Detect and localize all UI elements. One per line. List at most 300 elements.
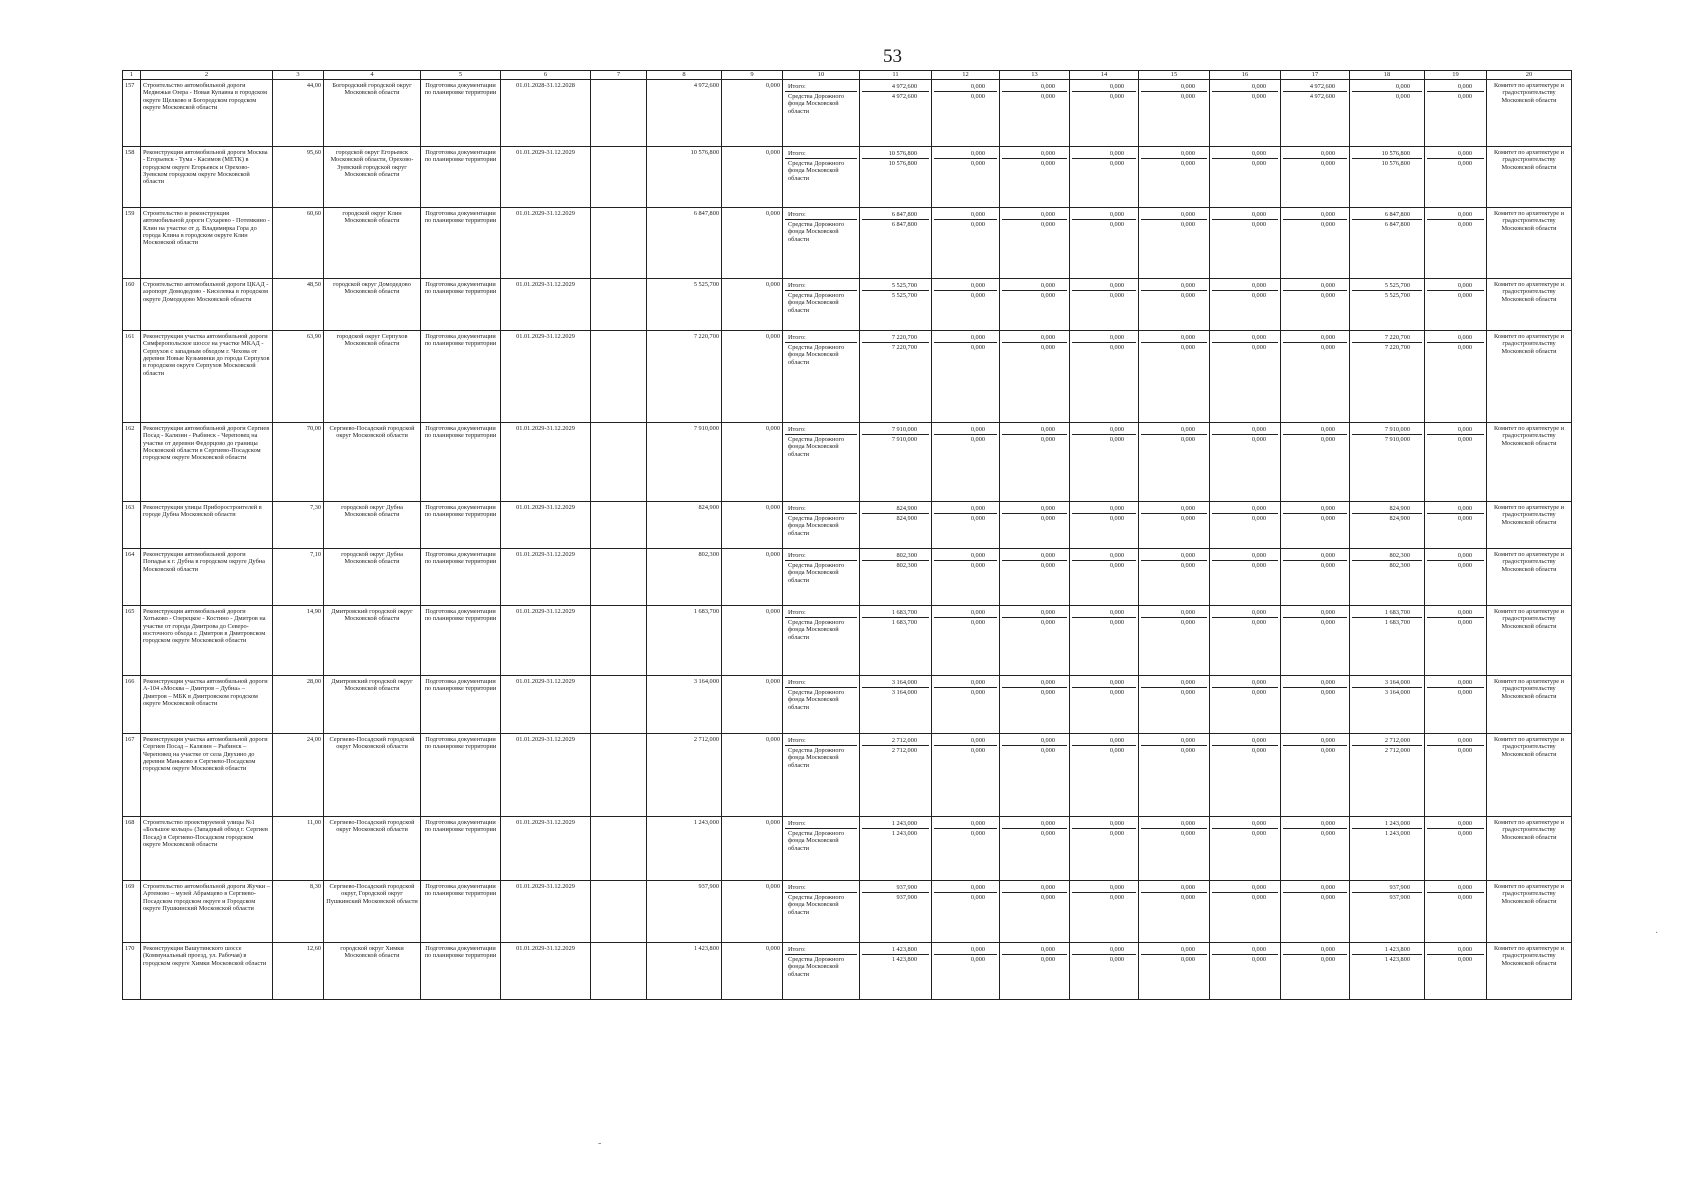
amount-fund: 0,000: [1320, 561, 1335, 569]
amount-col-14: [1070, 278, 1139, 330]
road-length: 70,00: [273, 422, 324, 501]
amount-total: 824,900: [1352, 504, 1422, 514]
column-number-header: 3: [273, 71, 324, 80]
amount-col-19: [1425, 207, 1487, 278]
amount-total: 0,000: [934, 333, 997, 343]
amount-col-18: [1350, 942, 1425, 999]
empty-cell: [591, 880, 647, 942]
amount-fund: 0,000: [1040, 561, 1055, 569]
amount-fund: 1 243,000: [1384, 829, 1410, 837]
amount-total: 0,000: [1141, 149, 1207, 159]
amount-total: 7 220,700: [1352, 333, 1422, 343]
table-row: [123, 548, 1572, 605]
amount-col-18: [1350, 278, 1425, 330]
location: городской округ Егорьевск Московской области, Орехово-Зуевский городской округ Московской области: [324, 146, 421, 207]
amount-fund: 0,000: [1457, 893, 1472, 901]
location: Сергиево-Посадский городской округ Московской области: [324, 816, 421, 880]
amount-fund: 0,000: [1180, 688, 1195, 696]
amount-total: 0,000: [1072, 210, 1136, 220]
work-stage: Подготовка документации по планировке территории: [421, 79, 501, 146]
location: городской округ Дубна Московской области: [324, 501, 421, 548]
amount-total: 0,000: [1283, 819, 1347, 829]
amount-col-18: [1350, 816, 1425, 880]
road-length: 48,50: [273, 278, 324, 330]
amount-total: 0,000: [1427, 82, 1484, 92]
work-stage: Подготовка документации по планировке территории: [421, 278, 501, 330]
amount-col-11: [860, 330, 932, 422]
amount-fund: 802,300: [1389, 561, 1410, 569]
amount-total: 0,000: [1283, 608, 1347, 618]
work-period: 01.01.2029-31.12.2029: [501, 942, 591, 999]
amount-total: 0,000: [1212, 281, 1278, 291]
amount-col-18: [1350, 330, 1425, 422]
amount-col-13: [1000, 816, 1070, 880]
amount-total: 6 847,800: [1352, 210, 1422, 220]
financing-source: [783, 816, 860, 880]
amount-col-16: [1210, 207, 1281, 278]
road-length: 63,90: [273, 330, 324, 422]
customer: Комитет по архитектуре и градостроительству Московской области: [1487, 79, 1572, 146]
amount-fund: 7 910,000: [891, 435, 917, 443]
amount-total: 2 712,000: [862, 736, 929, 746]
amount-col-13: [1000, 880, 1070, 942]
amount-fund: 0,000: [1251, 829, 1266, 837]
source-total-label: Итого:: [785, 210, 857, 220]
amount-fund: 10 576,800: [888, 159, 917, 167]
empty-cell: [591, 330, 647, 422]
completed-cost: 0,000: [722, 422, 783, 501]
amount-col-16: [1210, 501, 1281, 548]
column-number-header: 11: [860, 71, 932, 80]
amount-col-13: [1000, 207, 1070, 278]
amount-fund: 0,000: [1457, 618, 1472, 626]
amount-col-17: [1281, 605, 1350, 675]
amount-total: 7 910,000: [862, 425, 929, 435]
amount-col-18: [1350, 422, 1425, 501]
row-number: 157: [123, 79, 141, 146]
amount-total: 1 243,000: [862, 819, 929, 829]
column-number-header: 4: [324, 71, 421, 80]
source-total-label: Итого:: [785, 678, 857, 688]
amount-fund: 0,000: [1180, 829, 1195, 837]
work-stage: Подготовка документации по планировке территории: [421, 942, 501, 999]
investment-table: [122, 70, 1572, 1000]
amount-total: 0,000: [1283, 678, 1347, 688]
table-row: [123, 278, 1572, 330]
amount-fund: 0,000: [1251, 955, 1266, 963]
source-fund-label: Средства Дорожного фонда Московской области: [788, 618, 845, 641]
amount-total: 0,000: [1283, 736, 1347, 746]
amount-fund: 0,000: [1109, 688, 1124, 696]
amount-total: 0,000: [934, 608, 997, 618]
financing-source: [783, 675, 860, 733]
amount-col-13: [1000, 942, 1070, 999]
amount-total: 0,000: [1141, 608, 1207, 618]
amount-fund: 0,000: [1457, 343, 1472, 351]
amount-fund: 0,000: [970, 618, 985, 626]
amount-fund: 0,000: [1320, 220, 1335, 228]
amount-col-18: [1350, 548, 1425, 605]
amount-fund: 0,000: [970, 955, 985, 963]
location: Богородский городской округ Московской области: [324, 79, 421, 146]
source-fund-label: Средства Дорожного фонда Московской области: [788, 955, 845, 978]
amount-col-14: [1070, 501, 1139, 548]
amount-total: 0,000: [1141, 504, 1207, 514]
amount-fund: 0,000: [1457, 92, 1472, 100]
completed-cost: 0,000: [722, 278, 783, 330]
table-row: [123, 942, 1572, 999]
work-stage: Подготовка документации по планировке территории: [421, 675, 501, 733]
amount-total: 0,000: [1212, 608, 1278, 618]
work-period: 01.01.2029-31.12.2029: [501, 605, 591, 675]
amount-fund: 0,000: [1180, 435, 1195, 443]
amount-fund: 1 423,800: [1384, 955, 1410, 963]
total-cost: 824,900: [647, 501, 722, 548]
amount-total: 1 683,700: [1352, 608, 1422, 618]
amount-total: 937,900: [1352, 883, 1422, 893]
amount-col-13: [1000, 330, 1070, 422]
amount-fund: 5 525,700: [1384, 291, 1410, 299]
amount-col-14: [1070, 880, 1139, 942]
amount-total: 0,000: [1212, 736, 1278, 746]
location: Сергиево-Посадский городской округ Московской области: [324, 733, 421, 816]
customer: Комитет по архитектуре и градостроительству Московской области: [1487, 942, 1572, 999]
amount-total: 0,000: [1141, 551, 1207, 561]
row-number: 167: [123, 733, 141, 816]
object-name: Строительство автомобильной дороги ЦКАД - аэропорт Домодедово - Киселевка в городском округе Домодедово Московской области: [141, 278, 273, 330]
column-number-header: 7: [591, 71, 647, 80]
amount-col-16: [1210, 675, 1281, 733]
amount-total: 0,000: [1002, 210, 1067, 220]
scan-mark: -: [598, 1138, 602, 1149]
amount-fund: 0,000: [1251, 435, 1266, 443]
amount-fund: 0,000: [1040, 92, 1055, 100]
amount-total: 0,000: [1072, 425, 1136, 435]
empty-cell: [591, 816, 647, 880]
completed-cost: 0,000: [722, 942, 783, 999]
amount-col-11: [860, 146, 932, 207]
amount-col-15: [1139, 733, 1210, 816]
amount-total: 0,000: [1212, 149, 1278, 159]
amount-fund: 0,000: [1040, 893, 1055, 901]
amount-total: 0,000: [1002, 883, 1067, 893]
amount-total: 0,000: [1212, 945, 1278, 955]
amount-col-15: [1139, 330, 1210, 422]
work-period: 01.01.2029-31.12.2029: [501, 207, 591, 278]
row-number: 158: [123, 146, 141, 207]
amount-col-18: [1350, 733, 1425, 816]
table-row: [123, 880, 1572, 942]
amount-total: 0,000: [1427, 736, 1484, 746]
column-number-header: 16: [1210, 71, 1281, 80]
object-name: Реконструкция участка автомобильной дороги А-104 «Москва – Дмитров – Дубна» – Дмитров – МБК в Дмитровском городском округе Московской области: [141, 675, 273, 733]
amount-col-17: [1281, 79, 1350, 146]
amount-fund: 0,000: [1251, 291, 1266, 299]
table-row: [123, 501, 1572, 548]
amount-total: 0,000: [934, 82, 997, 92]
amount-total: 0,000: [1427, 281, 1484, 291]
amount-total: 0,000: [1141, 210, 1207, 220]
total-cost: 10 576,800: [647, 146, 722, 207]
amount-fund: 0,000: [1457, 829, 1472, 837]
column-number-row: [123, 71, 1572, 80]
source-fund-label: Средства Дорожного фонда Московской области: [788, 343, 845, 366]
financing-source: [783, 880, 860, 942]
amount-total: 0,000: [1427, 504, 1484, 514]
amount-total: 3 164,000: [862, 678, 929, 688]
amount-fund: 0,000: [1180, 955, 1195, 963]
amount-col-11: [860, 422, 932, 501]
work-period: 01.01.2029-31.12.2029: [501, 278, 591, 330]
amount-fund: 0,000: [1251, 220, 1266, 228]
road-length: 60,60: [273, 207, 324, 278]
empty-cell: [591, 548, 647, 605]
table-row: [123, 605, 1572, 675]
amount-total: 0,000: [1072, 149, 1136, 159]
amount-total: 0,000: [1002, 551, 1067, 561]
row-number: 165: [123, 605, 141, 675]
amount-col-14: [1070, 79, 1139, 146]
empty-cell: [591, 942, 647, 999]
amount-col-19: [1425, 548, 1487, 605]
empty-cell: [591, 501, 647, 548]
amount-total: 0,000: [1141, 819, 1207, 829]
amount-fund: 0,000: [970, 514, 985, 522]
row-number: 169: [123, 880, 141, 942]
row-number: 168: [123, 816, 141, 880]
amount-fund: 0,000: [1457, 955, 1472, 963]
amount-fund: 0,000: [1180, 343, 1195, 351]
amount-total: 802,300: [862, 551, 929, 561]
amount-total: 937,900: [862, 883, 929, 893]
completed-cost: 0,000: [722, 330, 783, 422]
work-period: 01.01.2029-31.12.2029: [501, 330, 591, 422]
road-length: 8,30: [273, 880, 324, 942]
amount-total: 0,000: [1427, 608, 1484, 618]
amount-fund: 0,000: [1040, 618, 1055, 626]
amount-fund: 0,000: [1251, 746, 1266, 754]
page-number: 53: [883, 46, 902, 67]
amount-col-11: [860, 733, 932, 816]
amount-total: 10 576,800: [862, 149, 929, 159]
amount-fund: 0,000: [1040, 435, 1055, 443]
amount-col-19: [1425, 146, 1487, 207]
amount-total: 0,000: [1072, 281, 1136, 291]
table-row: [123, 422, 1572, 501]
location: городской округ Дубна Московской области: [324, 548, 421, 605]
amount-col-17: [1281, 207, 1350, 278]
amount-total: 0,000: [1283, 551, 1347, 561]
amount-fund: 0,000: [1251, 92, 1266, 100]
amount-fund: 0,000: [1109, 893, 1124, 901]
amount-fund: 7 910,000: [1384, 435, 1410, 443]
amount-fund: 0,000: [1457, 561, 1472, 569]
total-cost: 1 683,700: [647, 605, 722, 675]
source-fund-label: Средства Дорожного фонда Московской области: [788, 435, 845, 458]
amount-fund: 0,000: [1109, 291, 1124, 299]
column-number-header: 12: [932, 71, 1000, 80]
amount-fund: 0,000: [1320, 343, 1335, 351]
source-fund-label: Средства Дорожного фонда Московской области: [788, 92, 845, 115]
amount-col-19: [1425, 675, 1487, 733]
empty-cell: [591, 675, 647, 733]
amount-col-13: [1000, 548, 1070, 605]
amount-col-19: [1425, 330, 1487, 422]
amount-total: 0,000: [1002, 281, 1067, 291]
road-length: 44,00: [273, 79, 324, 146]
source-fund-label: Средства Дорожного фонда Московской области: [788, 746, 845, 769]
amount-fund: 0,000: [1457, 514, 1472, 522]
amount-fund: 6 847,800: [891, 220, 917, 228]
location: городской округ Домодедово Московской области: [324, 278, 421, 330]
amount-col-16: [1210, 942, 1281, 999]
amount-fund: 0,000: [1109, 159, 1124, 167]
amount-total: 0,000: [934, 149, 997, 159]
work-stage: Подготовка документации по планировке территории: [421, 146, 501, 207]
amount-col-16: [1210, 733, 1281, 816]
financing-source: [783, 548, 860, 605]
amount-col-12: [932, 330, 1000, 422]
amount-total: 0,000: [1141, 333, 1207, 343]
amount-total: 0,000: [1072, 678, 1136, 688]
amount-total: 0,000: [1072, 883, 1136, 893]
amount-total: 0,000: [1427, 333, 1484, 343]
amount-total: 2 712,000: [1352, 736, 1422, 746]
amount-total: 0,000: [1072, 82, 1136, 92]
amount-col-17: [1281, 330, 1350, 422]
amount-col-12: [932, 146, 1000, 207]
amount-col-18: [1350, 207, 1425, 278]
amount-col-18: [1350, 79, 1425, 146]
amount-total: 0,000: [1427, 819, 1484, 829]
amount-col-17: [1281, 501, 1350, 548]
total-cost: 6 847,800: [647, 207, 722, 278]
amount-col-15: [1139, 548, 1210, 605]
amount-col-15: [1139, 816, 1210, 880]
amount-total: 0,000: [934, 736, 997, 746]
amount-total: 4 972,600: [862, 82, 929, 92]
column-number-header: 19: [1425, 71, 1487, 80]
amount-total: 824,900: [862, 504, 929, 514]
amount-col-11: [860, 605, 932, 675]
financing-source: [783, 79, 860, 146]
amount-col-16: [1210, 605, 1281, 675]
amount-total: 1 423,800: [1352, 945, 1422, 955]
work-period: 01.01.2029-31.12.2029: [501, 733, 591, 816]
amount-col-12: [932, 501, 1000, 548]
amount-col-18: [1350, 501, 1425, 548]
work-stage: Подготовка документации по планировке территории: [421, 207, 501, 278]
customer: Комитет по архитектуре и градостроительству Московской области: [1487, 330, 1572, 422]
column-number-header: 6: [501, 71, 591, 80]
amount-fund: 0,000: [1180, 893, 1195, 901]
amount-col-14: [1070, 942, 1139, 999]
amount-fund: 0,000: [1109, 514, 1124, 522]
amount-total: 0,000: [1212, 210, 1278, 220]
amount-fund: 0,000: [1320, 159, 1335, 167]
work-stage: Подготовка документации по планировке территории: [421, 880, 501, 942]
source-fund-label: Средства Дорожного фонда Московской области: [788, 688, 845, 711]
amount-fund: 937,900: [1389, 893, 1410, 901]
completed-cost: 0,000: [722, 79, 783, 146]
amount-fund: 0,000: [1180, 92, 1195, 100]
object-name: Реконструкция автомобильной дороги Хотьково - Озерецкое - Костино - Дмитров на участке от города Дмитрова до Северо-восточного обхода г. Дмитров в Дмитровском городском округе Московской области: [141, 605, 273, 675]
location: Дмитровский городской округ Московской области: [324, 605, 421, 675]
road-length: 95,60: [273, 146, 324, 207]
column-number-header: 5: [421, 71, 501, 80]
amount-col-14: [1070, 207, 1139, 278]
source-fund-label: Средства Дорожного фонда Московской области: [788, 514, 845, 537]
completed-cost: 0,000: [722, 548, 783, 605]
amount-col-15: [1139, 880, 1210, 942]
amount-col-12: [932, 548, 1000, 605]
amount-total: 0,000: [1002, 425, 1067, 435]
amount-total: 0,000: [1141, 82, 1207, 92]
amount-total: 0,000: [1212, 819, 1278, 829]
amount-fund: 0,000: [970, 688, 985, 696]
amount-fund: 0,000: [1180, 618, 1195, 626]
customer: Комитет по архитектуре и градостроительству Московской области: [1487, 501, 1572, 548]
work-period: 01.01.2029-31.12.2029: [501, 816, 591, 880]
amount-total: 0,000: [1283, 945, 1347, 955]
amount-total: 7 910,000: [1352, 425, 1422, 435]
amount-fund: 824,900: [896, 514, 917, 522]
amount-col-19: [1425, 605, 1487, 675]
amount-fund: 0,000: [970, 343, 985, 351]
amount-total: 6 847,800: [862, 210, 929, 220]
amount-col-13: [1000, 675, 1070, 733]
table-row: [123, 207, 1572, 278]
amount-fund: 0,000: [1109, 561, 1124, 569]
source-total-label: Итого:: [785, 333, 857, 343]
object-name: Реконструкция автомобильной дороги Попадья к г. Дубна в городском округе Дубна Московской области: [141, 548, 273, 605]
amount-total: 0,000: [1002, 736, 1067, 746]
amount-col-16: [1210, 146, 1281, 207]
amount-fund: 0,000: [1040, 688, 1055, 696]
total-cost: 7 910,000: [647, 422, 722, 501]
source-total-label: Итого:: [785, 608, 857, 618]
amount-col-19: [1425, 942, 1487, 999]
amount-col-17: [1281, 548, 1350, 605]
completed-cost: 0,000: [722, 816, 783, 880]
amount-col-17: [1281, 816, 1350, 880]
amount-col-19: [1425, 79, 1487, 146]
source-total-label: Итого:: [785, 504, 857, 514]
amount-total: 0,000: [1212, 333, 1278, 343]
work-period: 01.01.2029-31.12.2029: [501, 146, 591, 207]
amount-col-12: [932, 675, 1000, 733]
customer: Комитет по архитектуре и градостроительству Московской области: [1487, 675, 1572, 733]
amount-col-17: [1281, 422, 1350, 501]
amount-fund: 3 164,000: [1384, 688, 1410, 696]
amount-col-15: [1139, 605, 1210, 675]
road-length: 14,90: [273, 605, 324, 675]
amount-fund: 0,000: [1320, 514, 1335, 522]
amount-total: 0,000: [1212, 551, 1278, 561]
amount-col-11: [860, 278, 932, 330]
amount-fund: 0,000: [1320, 746, 1335, 754]
amount-fund: 0,000: [1320, 618, 1335, 626]
amount-col-19: [1425, 278, 1487, 330]
amount-col-16: [1210, 278, 1281, 330]
completed-cost: 0,000: [722, 501, 783, 548]
work-stage: Подготовка документации по планировке территории: [421, 422, 501, 501]
work-stage: Подготовка документации по планировке территории: [421, 816, 501, 880]
amount-fund: 0,000: [1109, 92, 1124, 100]
work-stage: Подготовка документации по планировке территории: [421, 330, 501, 422]
amount-fund: 4 972,600: [891, 92, 917, 100]
customer: Комитет по архитектуре и градостроительству Московской области: [1487, 278, 1572, 330]
